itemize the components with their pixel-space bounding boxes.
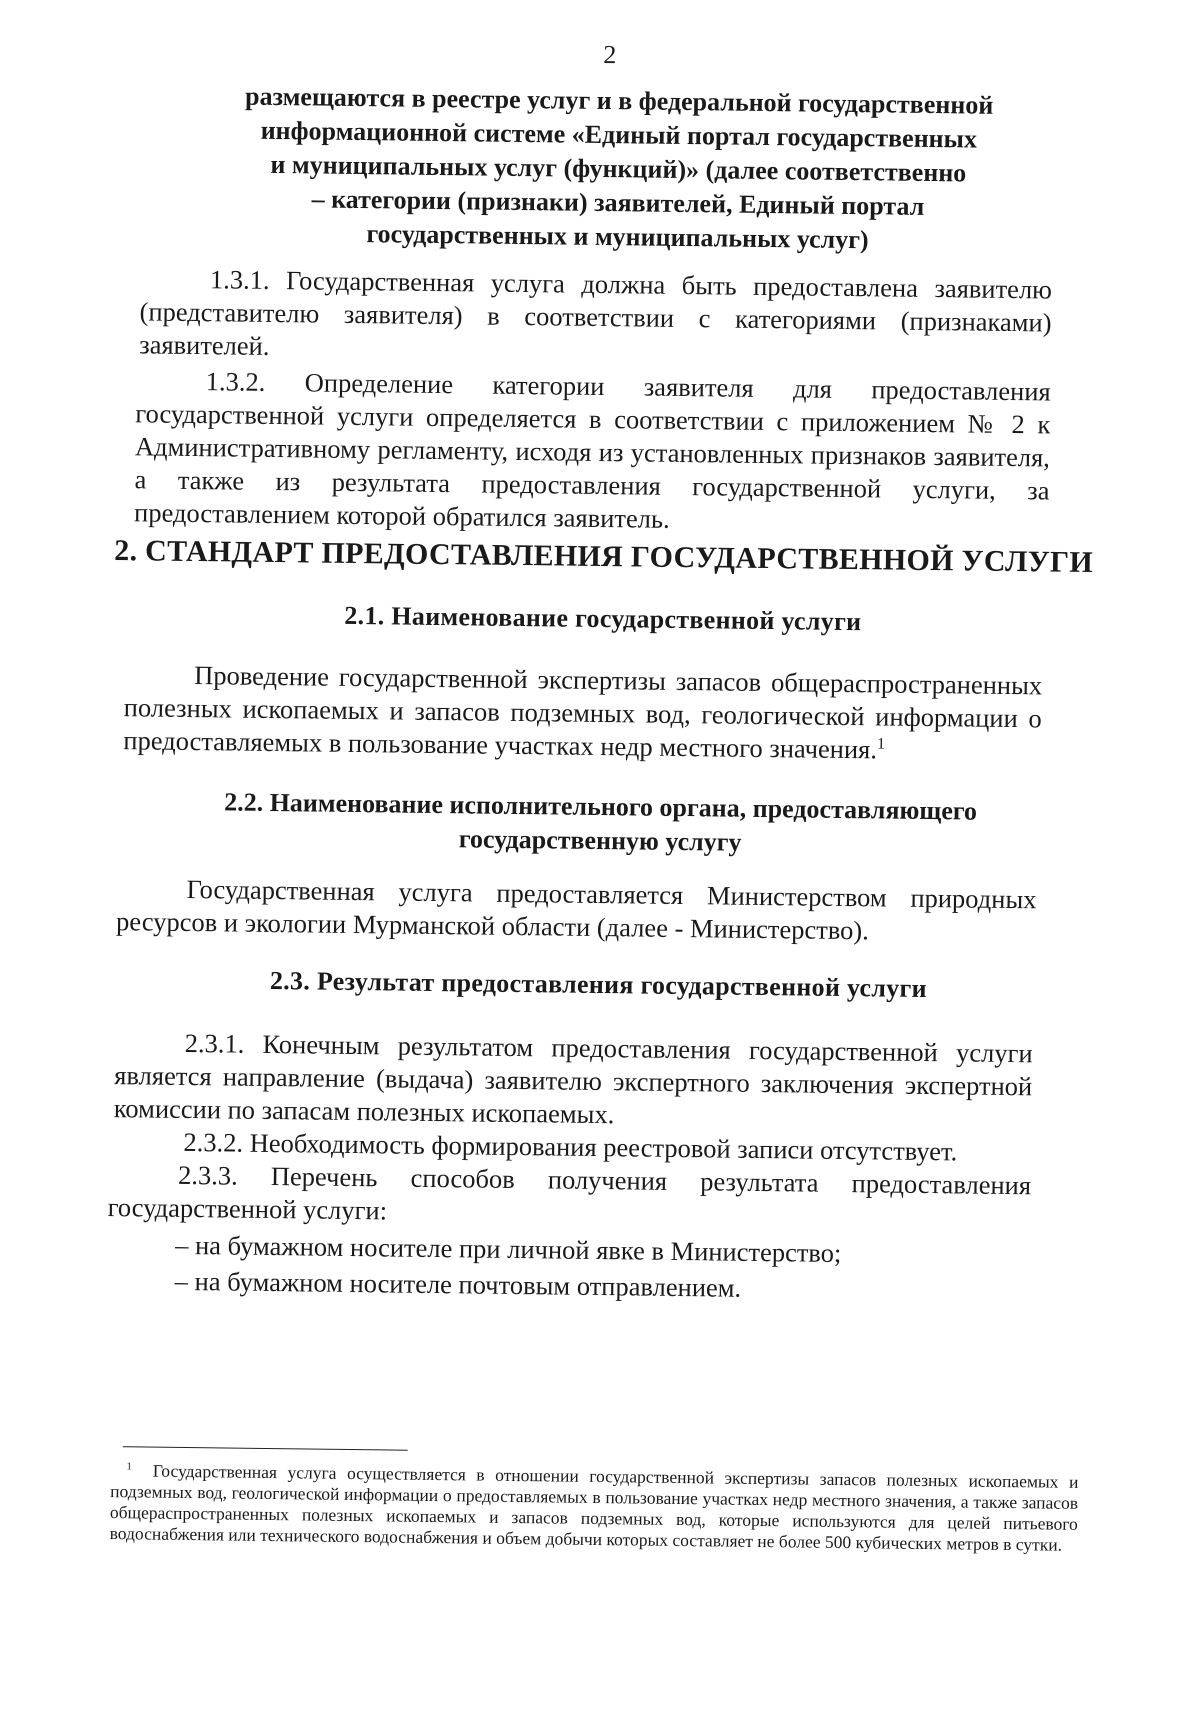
subsection-2-3-title: 2.3. Результат предоставления государственной услуги bbox=[269, 965, 928, 1004]
paragraph-2-3-2: 2.3.2. Необходимость формирования реестровой записи отсутствует. bbox=[183, 1126, 958, 1167]
heading-continuation bbox=[167, 79, 1069, 260]
heading-line: информационной системе «Единый портал государственных bbox=[260, 115, 978, 154]
page-number: 2 bbox=[603, 39, 617, 70]
paragraph-2-1-text: Проведение государственной экспертизы запасов общераспространенных полезных ископаемых и запасов подземных вод, геологической информации о предоставляемых в пользование участках недр местного значения. bbox=[123, 660, 1043, 765]
subsection-2-1-title: 2.1. Наименование государственной услуги bbox=[344, 600, 862, 637]
paragraph-1-3-1: 1.3.1. Государственная услуга должна быть предоставлена заявителю (представителю заявителя) в соответствии с категориями (признаками) заявителей. bbox=[139, 264, 1053, 361]
paragraph-2-1 bbox=[123, 658, 1042, 768]
heading-line: государственных и муниципальных услуг) bbox=[366, 219, 869, 255]
subsection-2-2-title bbox=[120, 784, 1081, 864]
heading-line: – категории (признаки) заявителей, Единый портал bbox=[311, 184, 925, 221]
paragraph-2-3-3: 2.3.3. Перечень способов получения результата предоставления государственной услуги: bbox=[107, 1159, 1032, 1226]
paragraph-2-3-1: 2.3.1. Конечным результатом предоставления государственной услуги является направление (выдача) заявителю экспертного заключения экспертной комиссии по запасам полезных ископаемых. bbox=[113, 1027, 1033, 1130]
subsection-2-2-title-line: государственную услугу bbox=[458, 824, 742, 857]
heading-line: размещаются в реестре услуг и в федеральной государственной bbox=[244, 81, 994, 120]
footnote-text: Государственная услуга осуществляется в отношении государственной экспертизы запасов полезных ископаемых и подземных вод, геологической информации о предоставляемых в пользование участках недр местного значения, а также запасов общераспространенных полезных ископаемых и запасов подземных вод, которые используются для целей питьевого водоснабжения или технического водоснабжения и объем добычи которых составляет не более 500 кубических метров в сутки. bbox=[109, 1460, 1079, 1555]
paragraph-1-3-2: 1.3.2. Определение категории заявителя для предоставления государственной услуги определяется в соответствии с приложением № 2 к Административному регламенту, исходя из установленных признаков заявителя, а также из результата предоставления государственной услуги, за предоставлением которой обратился заявитель. bbox=[133, 366, 1051, 534]
paragraph-2-2: Государственная услуга предоставляется Министерством природных ресурсов и экологии Мурманской области (далее - Министерство). bbox=[115, 873, 1037, 946]
subsection-2-2-title-line: 2.2. Наименование исполнительного органа, предоставляющего bbox=[224, 787, 978, 826]
list-item: – на бумажном носителе при личной явке в Министерство; bbox=[175, 1229, 842, 1268]
footnote-number: 1 bbox=[126, 1461, 132, 1473]
footnote-reference: 1 bbox=[876, 735, 886, 753]
heading-line: и муниципальных услуг (функций)» (далее соответственно bbox=[270, 149, 967, 188]
footnote-divider bbox=[123, 1446, 408, 1450]
list-item: – на бумажном носителе почтовым отправлением. bbox=[174, 1265, 742, 1303]
section-2-title: 2. СТАНДАРТ ПРЕДОСТАВЛЕНИЯ ГОСУДАРСТВЕННОЙ УСЛУГИ bbox=[114, 534, 1094, 580]
footnote bbox=[110, 1460, 1079, 1556]
